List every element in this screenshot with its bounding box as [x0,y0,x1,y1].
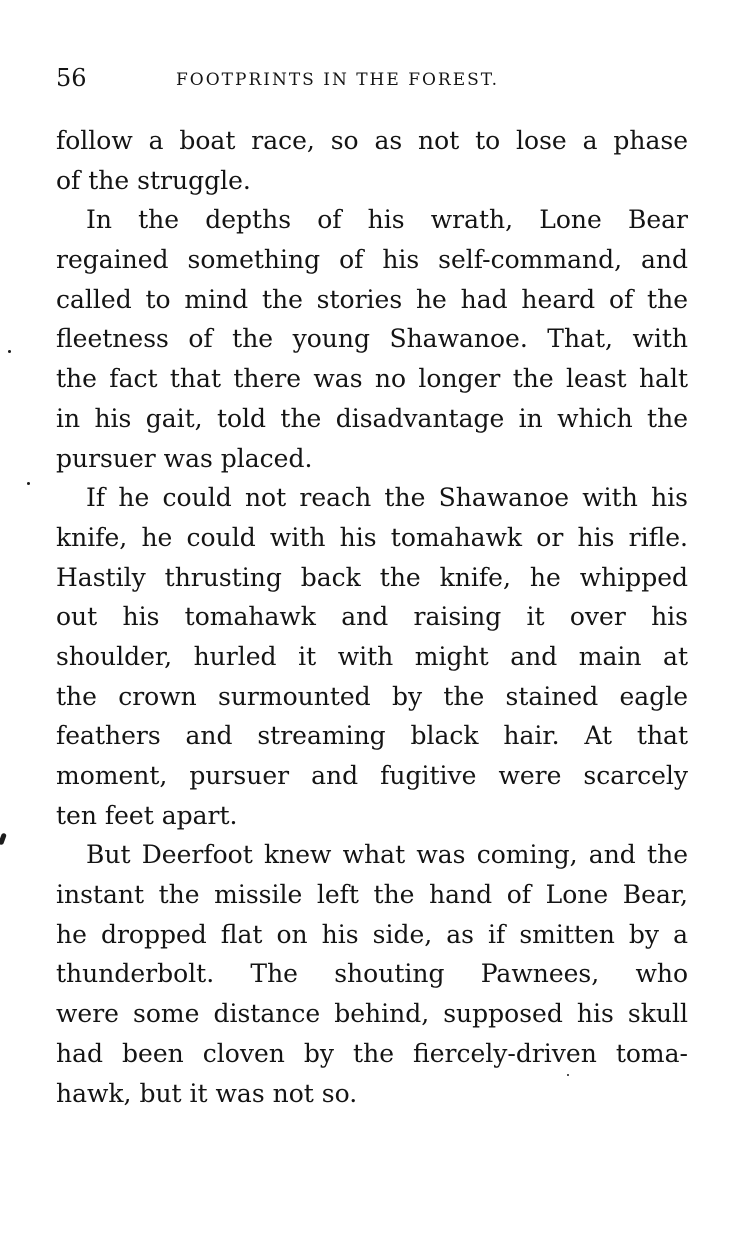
text-line: pursuer was placed. [56,443,313,473]
text-line: the crown surmounted by the stained eagle [56,681,688,711]
text-line: instant the missile left the hand of Lone Bear, [56,880,688,910]
margin-speck [8,350,11,353]
margin-speck [0,833,7,846]
paragraph-first-line: In the depths of his wrath, Lone Bear [86,205,688,235]
text-line: regained something of his self-command, and [56,245,688,275]
text-line: knife, he could with his tomahawk or his rifle. [56,522,688,552]
text-line: were some distance behind, supposed his skull [56,999,688,1029]
margin-speck [567,1074,569,1076]
margin-speck [27,482,30,485]
text-line: hawk, but it was not so. [56,1078,358,1108]
text-line: called to mind the stories he had heard of the [56,284,688,314]
paragraph-first-line: If he could not reach the Shawanoe with his [86,483,688,513]
running-head [56,62,696,94]
paragraph-first-line: But Deerfoot knew what was coming, and the [86,840,688,870]
text-line: ten feet apart. [56,800,238,830]
text-line: Hastily thrusting back the knife, he whipped [56,562,688,592]
text-line: out his tomahawk and raising it over his [56,602,688,632]
text-line: of the struggle. [56,165,251,195]
text-line: he dropped flat on his side, as if smitten by a [56,919,688,949]
text-line: the fact that there was no longer the least halt [56,364,688,394]
text-line: shoulder, hurled it with might and main at [56,641,688,671]
text-line: had been cloven by the fiercely-driven toma- [56,1038,688,1068]
text-line: fleetness of the young Shawanoe. That, with [56,324,688,354]
running-title: FOOTPRINTS IN THE FOREST. [176,70,500,90]
text-line: in his gait, told the disadvantage in which the [56,403,688,433]
text-line: thunderbolt. The shouting Pawnees, who [56,959,688,989]
text-line: feathers and streaming black hair. At that [56,721,688,751]
text-line: follow a boat race, so as not to lose a phase [56,126,688,155]
page-number: 56 [56,64,87,92]
body-text [56,121,688,1113]
text-line: moment, pursuer and fugitive were scarcely [56,761,688,790]
